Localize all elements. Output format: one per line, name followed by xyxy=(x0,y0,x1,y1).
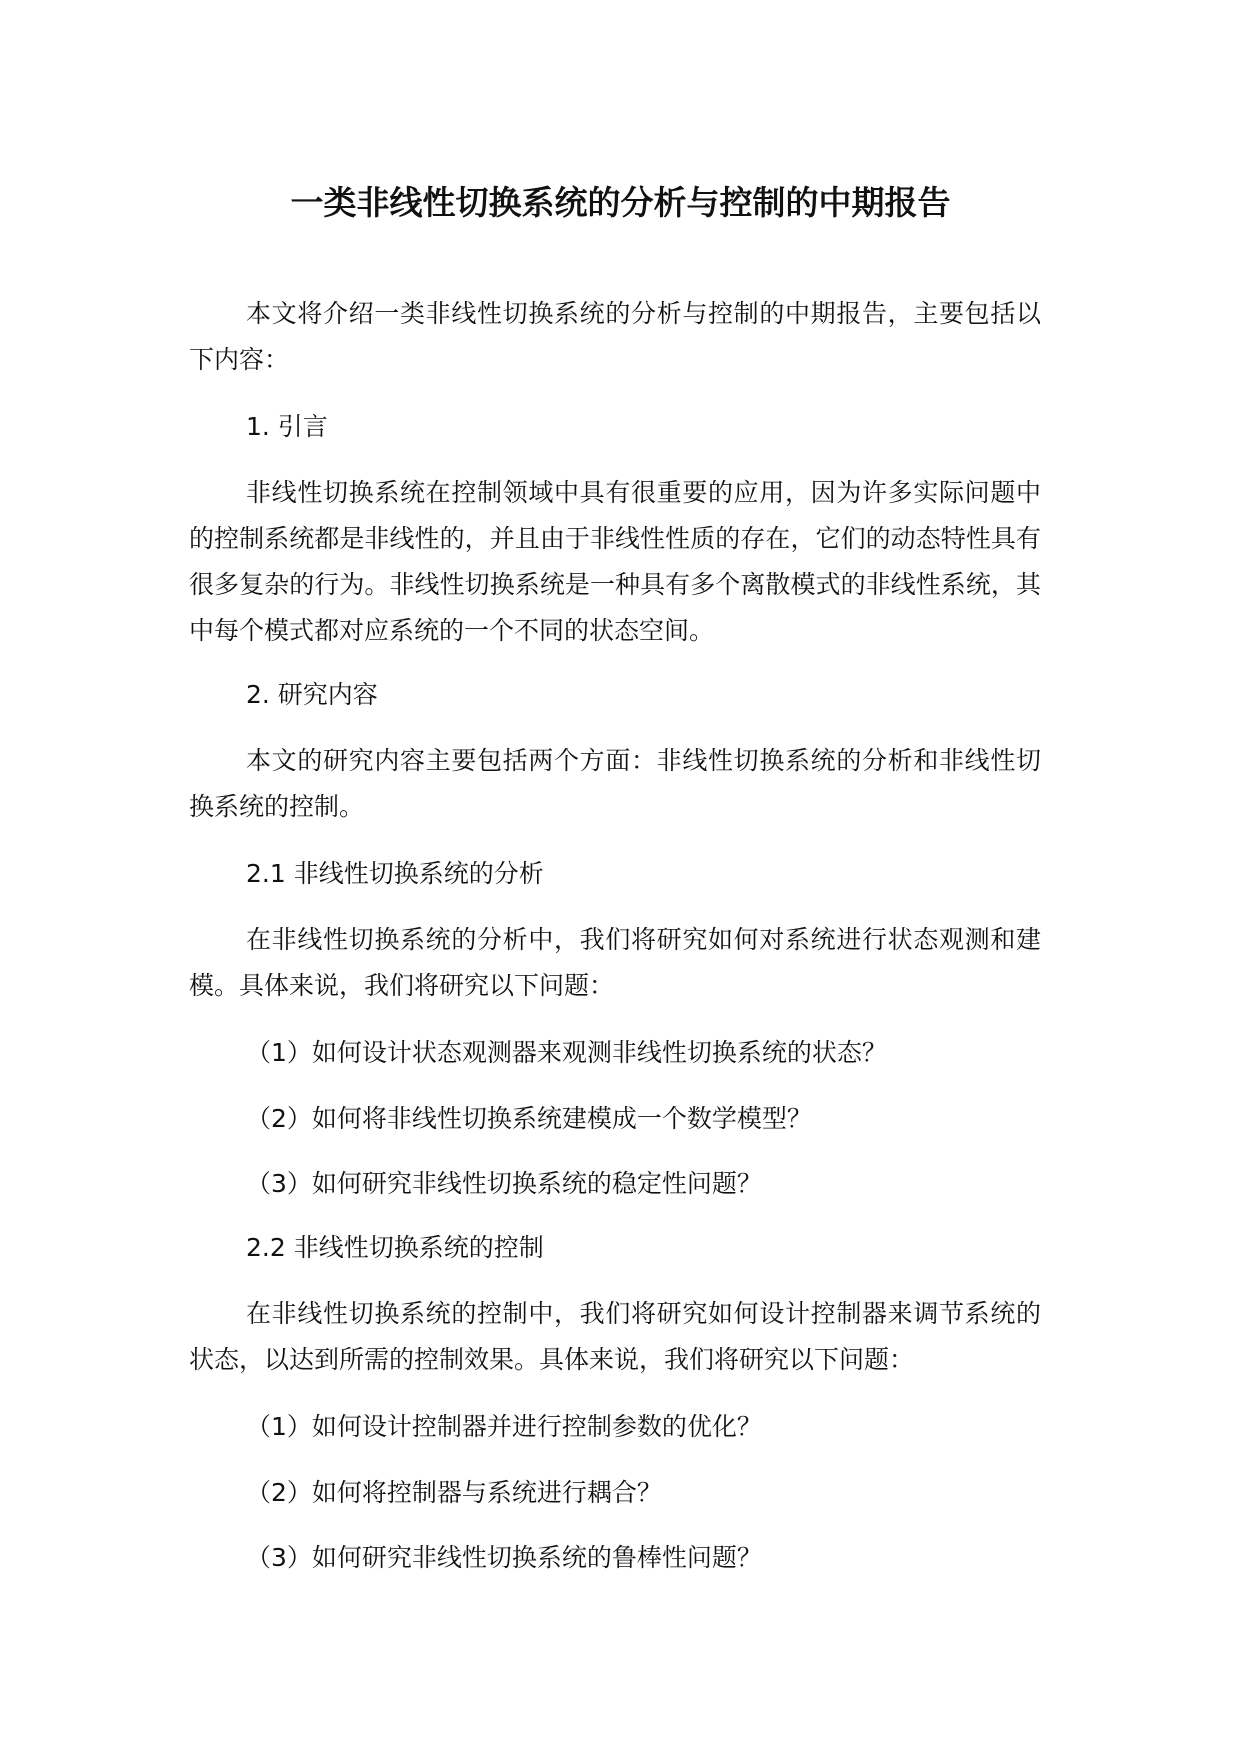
section-2-2-question-3: （3）如何研究非线性切换系统的鲁棒性问题？ xyxy=(246,1543,762,1572)
section-2-1-question-2: （2）如何将非线性切换系统建模成一个数学模型？ xyxy=(246,1104,812,1133)
section-2-2-heading: 2.2 非线性切换系统的控制 xyxy=(246,1233,544,1262)
section-2-1-paragraph: 在非线性切换系统的分析中，我们将研究如何对系统进行状态观测和建模。具体来说，我们将研究以下问题： xyxy=(189,925,1041,1000)
intro-paragraph: 本文将介绍一类非线性切换系统的分析与控制的中期报告，主要包括以下内容： xyxy=(189,299,1041,374)
section-1-paragraph: 非线性切换系统在控制领域中具有很重要的应用，因为许多实际问题中的控制系统都是非线性的，并且由于非线性性质的存在，它们的动态特性具有很多复杂的行为。非线性切换系统是一种具有多个离散模式的非线性系统，其中每个模式都对应系统的一个不同的状态空间。 xyxy=(189,478,1041,645)
section-1-heading: 1. 引言 xyxy=(246,412,328,441)
document-title: 一类非线性切换系统的分析与控制的中期报告 xyxy=(290,183,951,222)
section-2-2-paragraph: 在非线性切换系统的控制中，我们将研究如何设计控制器来调节系统的状态，以达到所需的控制效果。具体来说，我们将研究以下问题： xyxy=(189,1299,1041,1374)
section-2-paragraph: 本文的研究内容主要包括两个方面：非线性切换系统的分析和非线性切换系统的控制。 xyxy=(189,746,1041,821)
section-2-heading: 2. 研究内容 xyxy=(246,680,378,709)
section-2-1-question-1: （1）如何设计状态观测器来观测非线性切换系统的状态？ xyxy=(246,1038,887,1067)
section-2-1-heading: 2.1 非线性切换系统的分析 xyxy=(246,859,544,888)
section-2-2-question-1: （1）如何设计控制器并进行控制参数的优化？ xyxy=(246,1412,762,1441)
section-2-2-question-2: （2）如何将控制器与系统进行耦合？ xyxy=(246,1478,662,1507)
section-2-1-question-3: （3）如何研究非线性切换系统的稳定性问题？ xyxy=(246,1169,762,1198)
